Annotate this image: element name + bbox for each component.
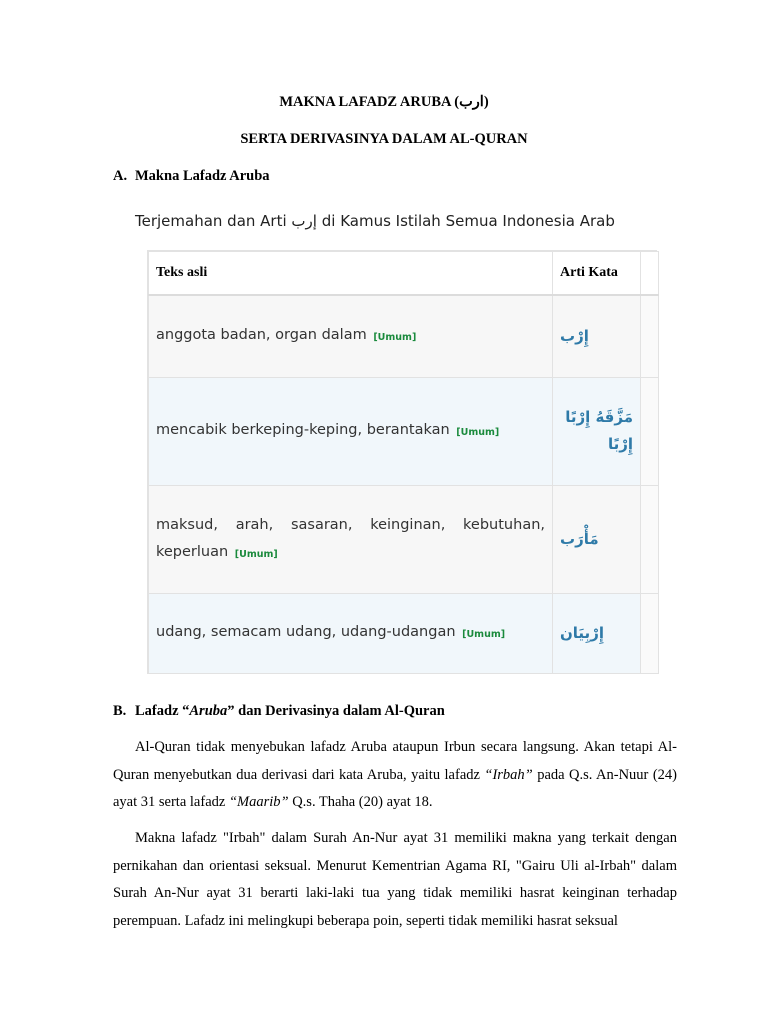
arabic-word[interactable]: مَأْرَب [553, 485, 641, 593]
row-text: udang, semacam udang, udang-udangan [156, 624, 456, 640]
arabic-word[interactable]: إِرْب [553, 295, 641, 377]
section-b-letter: B. [113, 703, 127, 719]
row-text: maksud, arah, sasaran, keinginan, kebutuhan, keperluan [156, 516, 545, 560]
section-b-heading [113, 703, 445, 720]
section-a-title: Makna Lafadz Aruba [135, 168, 270, 184]
row-text-cell [149, 593, 553, 673]
table-row [149, 593, 659, 673]
section-b-title-italic: Aruba [189, 703, 228, 719]
section-a-heading [113, 168, 270, 185]
row-text: anggota badan, organ dalam [156, 327, 367, 344]
empty-cell [641, 295, 659, 377]
umum-badge: [Umum] [462, 629, 506, 640]
table-header-row [149, 252, 659, 296]
table-row [149, 377, 659, 485]
header-empty [641, 252, 659, 296]
row-text-cell [149, 377, 553, 485]
umum-badge: [Umum] [456, 427, 500, 438]
paragraph-2: Makna lafadz "Irbah" dalam Surah An-Nur ayat 31 memiliki makna yang terkait dengan pernikahan dan orientasi seksual. Menurut Kementrian Agama RI, "Gairu Uli al-Irbah" dalam Surah An-Nur ayat 31 berarti laki-laki tua yang tidak memiliki hasrat keinginan terhadap perempuan. Lafadz ini melingkupi beberapa poin, seperti tidak memiliki hasrat seksual [113, 830, 677, 929]
term-maarib: “Maarib” [228, 794, 289, 810]
header-arti-kata: Arti Kata [553, 252, 641, 296]
arabic-word[interactable]: إِرْبِيَان [553, 593, 641, 673]
dictionary-table [147, 250, 657, 674]
section-b-title-pre: Lafadz “ [135, 703, 190, 719]
section-a-letter: A. [113, 168, 128, 184]
section-b-title-post: ” dan Derivasinya dalam Al-Quran [227, 703, 445, 719]
row-text-cell [149, 485, 553, 593]
arabic-word[interactable]: مَزَّقَهُ إِرْبًا إِرْبًا [553, 377, 641, 485]
table-row [149, 295, 659, 377]
table-caption: Terjemahan dan Arti إرب di Kamus Istilah Semua Indonesia Arab [135, 212, 615, 230]
document-subtitle: SERTA DERIVASINYA DALAM AL-QURAN [240, 131, 528, 147]
paragraph-1-part-c: pada Q.s. An-Nuur (24) ayat 31 serta lafadz [113, 766, 677, 810]
term-irbah: “Irbah” [484, 766, 533, 783]
header-teks-asli: Teks asli [149, 252, 553, 296]
table-row [149, 485, 659, 593]
umum-badge: [Umum] [373, 332, 417, 344]
paragraph-1 [113, 734, 677, 817]
row-text: mencabik berkeping-keping, berantakan [156, 422, 450, 438]
paragraph-1-part-e: Q.s. Thaha (20) ayat 18. [288, 794, 433, 810]
row-text-cell [149, 295, 553, 377]
empty-cell [641, 485, 659, 593]
paragraph-1-part-a: Al-Quran tidak menyebukan lafadz Aruba ataupun Irbun secara langsung. Akan tetapi Al-Quran menyebutkan dua derivasi dari kata Aruba, yaitu lafadz [113, 739, 677, 783]
empty-cell [641, 593, 659, 673]
umum-badge: [Umum] [234, 548, 278, 560]
empty-cell [641, 377, 659, 485]
document-title: MAKNA LAFADZ ARUBA (ارب) [279, 94, 489, 110]
